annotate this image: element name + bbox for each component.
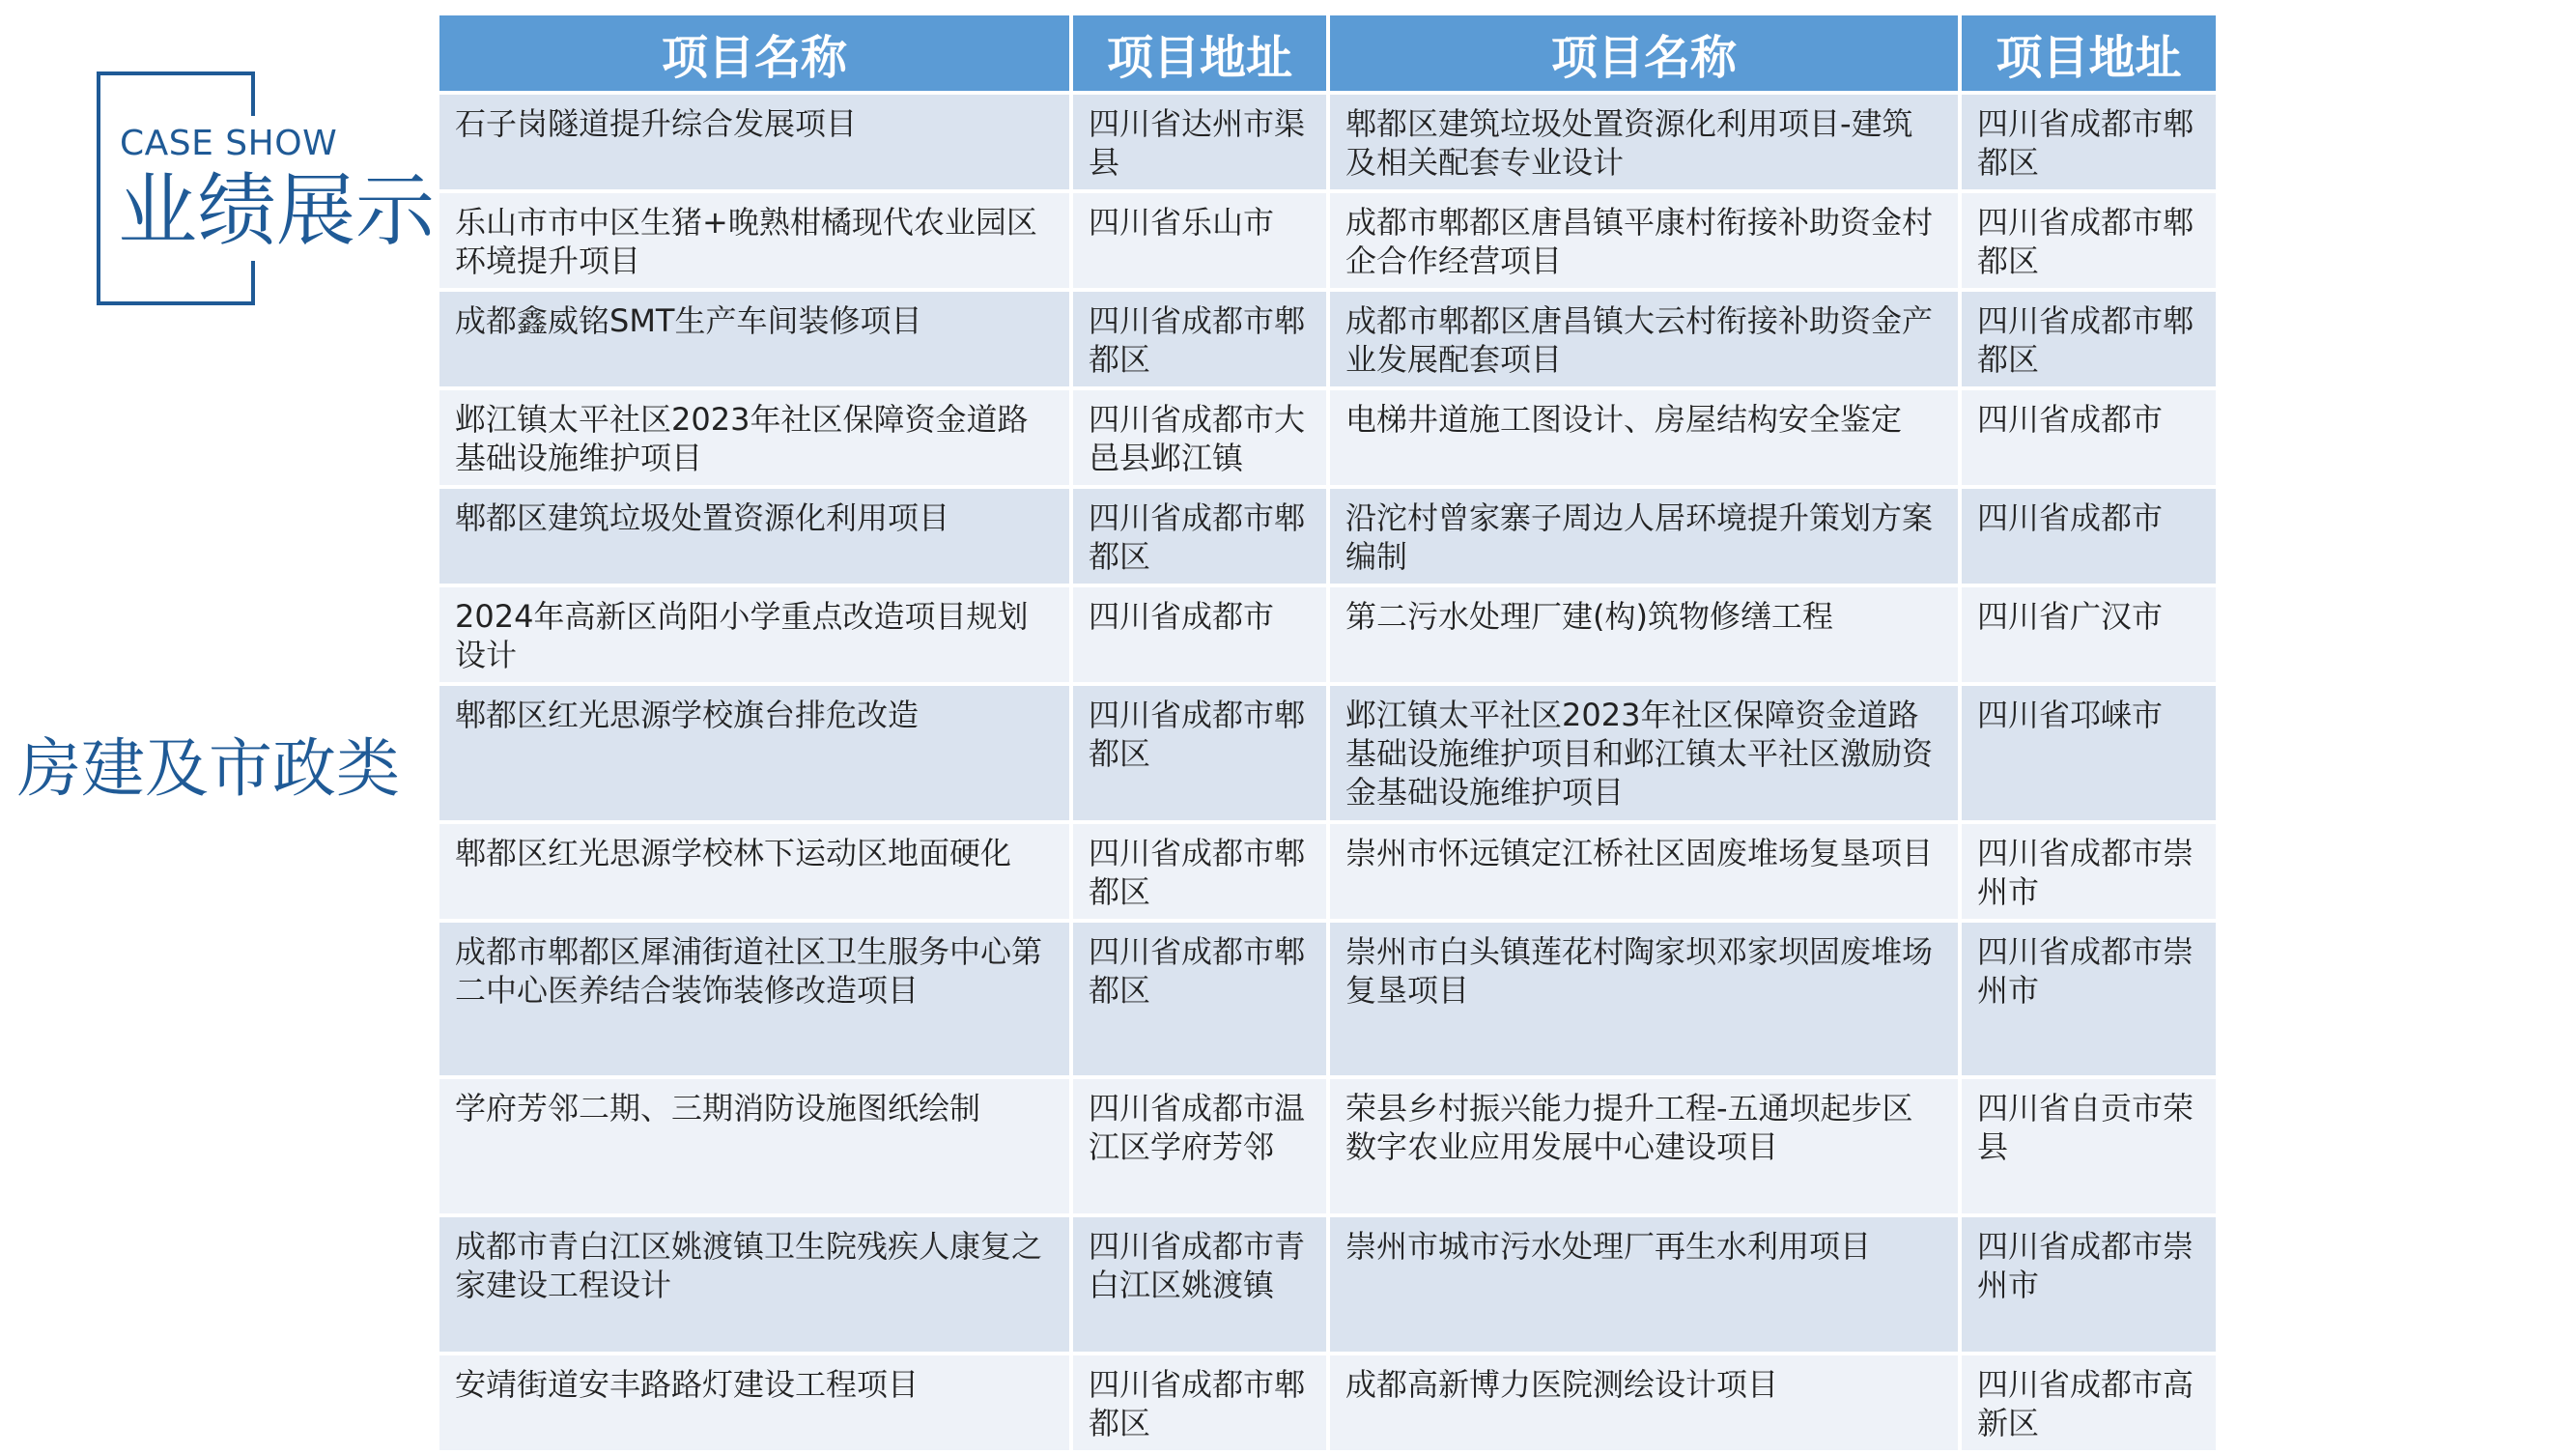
- project-address-cell: 四川省成都市崇州市: [1960, 822, 2218, 921]
- project-address-cell: 四川省成都市郫都区: [1071, 684, 1328, 822]
- header-project-name: 项目名称: [1328, 14, 1960, 93]
- table-header-row: [438, 14, 2218, 93]
- project-name-cell: 崇州市白头镇莲花村陶家坝邓家坝固废堆场复垦项目: [1328, 921, 1960, 1077]
- project-name-cell: 邺江镇太平社区2023年社区保障资金道路基础设施维护项目: [438, 388, 1071, 487]
- project-name-cell: 成都高新博力医院测绘设计项目: [1328, 1354, 1960, 1452]
- project-name-cell: 学府芳邻二期、三期消防设施图纸绘制: [438, 1077, 1071, 1215]
- project-name-cell: 2024年高新区尚阳小学重点改造项目规划设计: [438, 585, 1071, 684]
- table-row: [438, 487, 2218, 585]
- project-address-cell: 四川省成都市郫都区: [1071, 822, 1328, 921]
- project-address-cell: 四川省成都市崇州市: [1960, 921, 2218, 1077]
- project-name-cell: 郫都区建筑垃圾处置资源化利用项目: [438, 487, 1071, 585]
- project-address-cell: 四川省成都市崇州市: [1960, 1215, 2218, 1354]
- project-name-cell: 崇州市怀远镇定江桥社区固废堆场复垦项目: [1328, 822, 1960, 921]
- project-name-cell: 成都市郫都区唐昌镇大云村衔接补助资金产业发展配套项目: [1328, 290, 1960, 388]
- project-address-cell: 四川省成都市: [1960, 487, 2218, 585]
- table-row: [438, 822, 2218, 921]
- project-address-cell: 四川省邛崃市: [1960, 684, 2218, 822]
- table-row: [438, 388, 2218, 487]
- project-address-cell: 四川省成都市郫都区: [1071, 487, 1328, 585]
- project-address-cell: 四川省成都市: [1071, 585, 1328, 684]
- project-name-cell: 郫都区红光思源学校林下运动区地面硬化: [438, 822, 1071, 921]
- project-name-cell: 乐山市市中区生猪+晚熟柑橘现代农业园区环境提升项目: [438, 191, 1071, 290]
- project-address-cell: 四川省成都市郫都区: [1071, 921, 1328, 1077]
- header-project-name: 项目名称: [438, 14, 1071, 93]
- table-row: [438, 1354, 2218, 1452]
- logo-english-text: CASE SHOW: [120, 124, 338, 163]
- table-row: [438, 684, 2218, 822]
- project-name-cell: 邺江镇太平社区2023年社区保障资金道路基础设施维护项目和邺江镇太平社区激励资金基础设施维护项目: [1328, 684, 1960, 822]
- table-row: [438, 93, 2218, 191]
- project-name-cell: 成都市青白江区姚渡镇卫生院残疾人康复之家建设工程设计: [438, 1215, 1071, 1354]
- project-address-cell: 四川省成都市温江区学府芳邻: [1071, 1077, 1328, 1215]
- project-name-cell: 沿沱村曾家寨子周边人居环境提升策划方案编制: [1328, 487, 1960, 585]
- table-row: [438, 1215, 2218, 1354]
- header-project-address: 项目地址: [1960, 14, 2218, 93]
- project-name-cell: 崇州市城市污水处理厂再生水利用项目: [1328, 1215, 1960, 1354]
- project-address-cell: 四川省达州市渠县: [1071, 93, 1328, 191]
- category-label: 房建及市政类: [17, 731, 400, 806]
- project-name-cell: 成都市郫都区犀浦街道社区卫生服务中心第二中心医养结合装饰装修改造项目: [438, 921, 1071, 1077]
- header-project-address: 项目地址: [1071, 14, 1328, 93]
- project-name-cell: 第二污水处理厂建(构)筑物修缮工程: [1328, 585, 1960, 684]
- table-row: [438, 921, 2218, 1077]
- project-table: [436, 12, 2220, 1454]
- table-row: [438, 290, 2218, 388]
- logo-chinese-title: 业绩展示: [118, 165, 436, 257]
- project-address-cell: 四川省成都市高新区: [1960, 1354, 2218, 1452]
- project-name-cell: 石子岗隧道提升综合发展项目: [438, 93, 1071, 191]
- project-address-cell: 四川省成都市郫都区: [1960, 93, 2218, 191]
- project-address-cell: 四川省成都市郫都区: [1960, 290, 2218, 388]
- project-name-cell: 成都市郫都区唐昌镇平康村衔接补助资金村企合作经营项目: [1328, 191, 1960, 290]
- project-address-cell: 四川省成都市郫都区: [1071, 290, 1328, 388]
- project-name-cell: 成都鑫威铭SMT生产车间装修项目: [438, 290, 1071, 388]
- project-name-cell: 电梯井道施工图设计、房屋结构安全鉴定: [1328, 388, 1960, 487]
- project-address-cell: 四川省成都市: [1960, 388, 2218, 487]
- project-address-cell: 四川省成都市郫都区: [1960, 191, 2218, 290]
- project-address-cell: 四川省广汉市: [1960, 585, 2218, 684]
- project-name-cell: 安靖街道安丰路路灯建设工程项目: [438, 1354, 1071, 1452]
- table-row: [438, 191, 2218, 290]
- table-row: [438, 1077, 2218, 1215]
- project-address-cell: 四川省自贡市荣县: [1960, 1077, 2218, 1215]
- project-address-cell: 四川省成都市郫都区: [1071, 1354, 1328, 1452]
- project-address-cell: 四川省成都市大邑县邺江镇: [1071, 388, 1328, 487]
- project-name-cell: 郫都区红光思源学校旗台排危改造: [438, 684, 1071, 822]
- project-address-cell: 四川省乐山市: [1071, 191, 1328, 290]
- project-address-cell: 四川省成都市青白江区姚渡镇: [1071, 1215, 1328, 1354]
- project-name-cell: 郫都区建筑垃圾处置资源化利用项目-建筑及相关配套专业设计: [1328, 93, 1960, 191]
- project-name-cell: 荣县乡村振兴能力提升工程-五通坝起步区数字农业应用发展中心建设项目: [1328, 1077, 1960, 1215]
- table-row: [438, 585, 2218, 684]
